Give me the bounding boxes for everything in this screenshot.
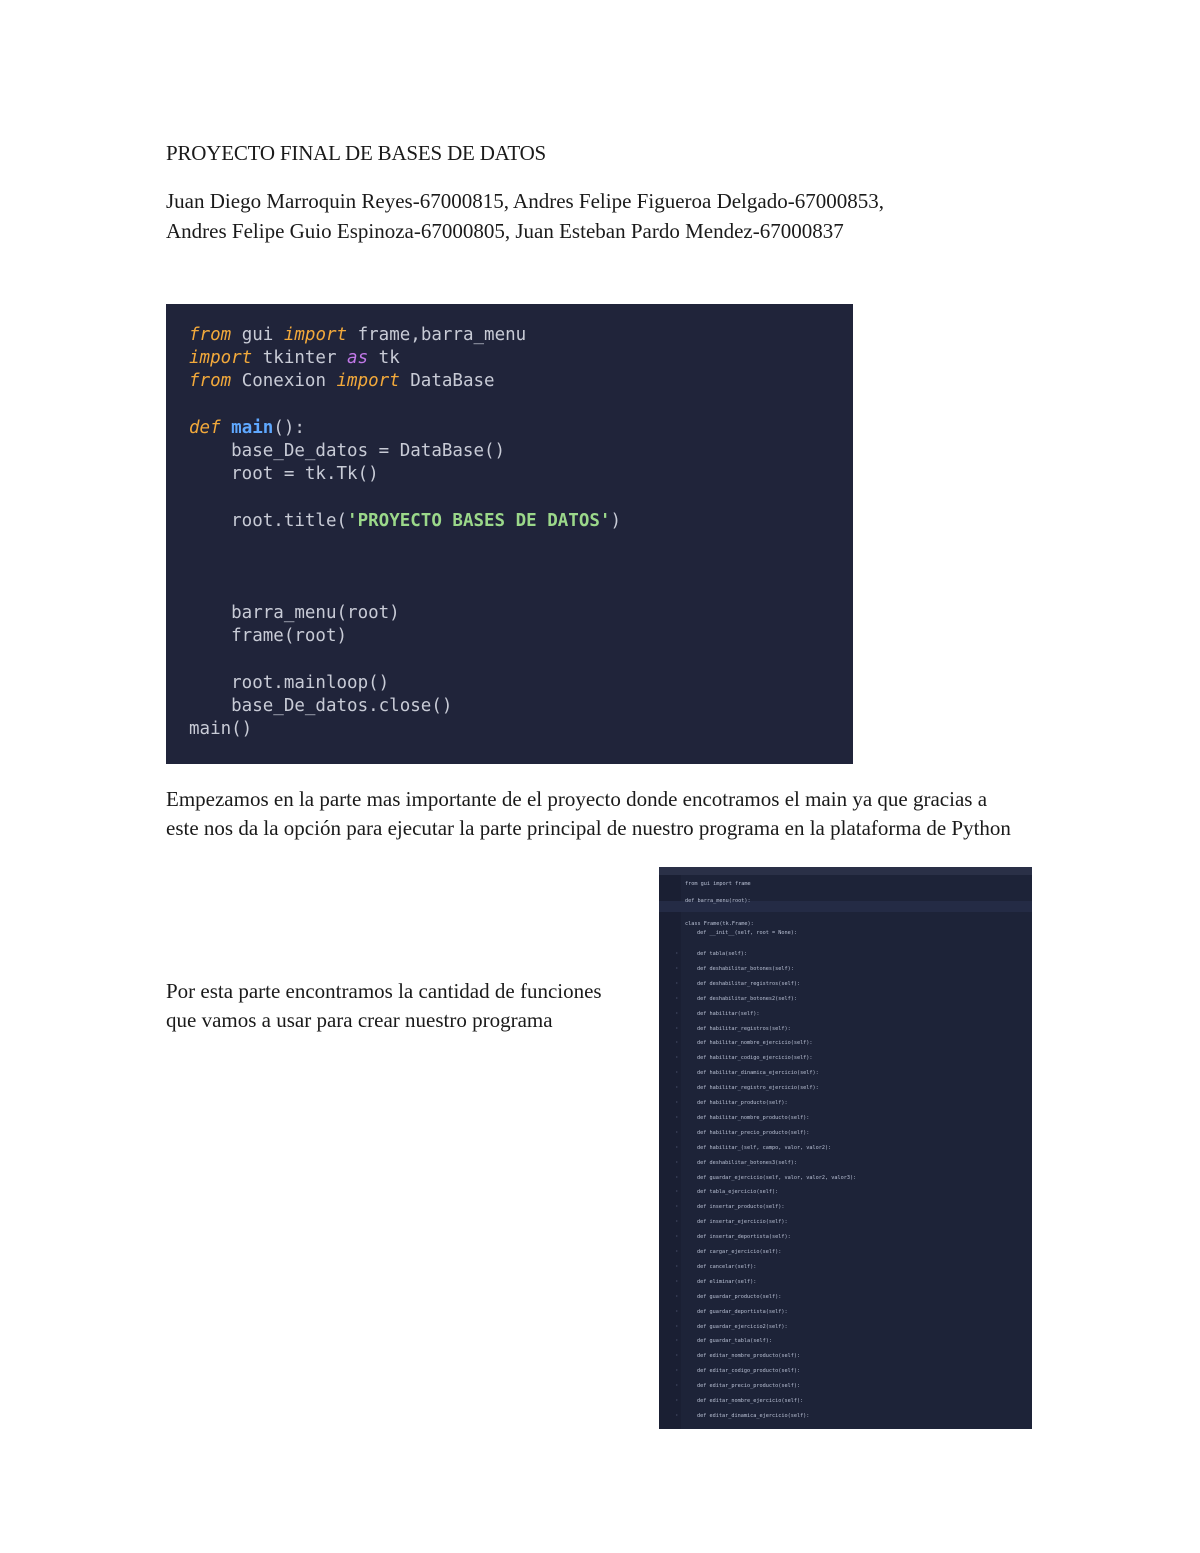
code-line: base_De_datos = DataBase() xyxy=(189,440,506,461)
fold-arrow-icon[interactable]: › xyxy=(676,1085,678,1091)
function-definition-line: def editar_nombre_producto(self): xyxy=(697,1353,801,1360)
code-blank-line xyxy=(189,649,853,672)
fold-arrow-icon[interactable]: › xyxy=(676,1368,678,1374)
fold-arrow-icon[interactable]: › xyxy=(676,1308,678,1314)
authors-line-1: Juan Diego Marroquin Reyes-67000815, Andres Felipe Figueroa Delgado-67000853, xyxy=(166,189,884,213)
editor-tabs xyxy=(659,867,1032,875)
fold-arrow-icon[interactable]: › xyxy=(676,1263,678,1269)
function-definition-line: def guardar_producto(self): xyxy=(697,1293,782,1300)
fold-arrow-icon[interactable]: › xyxy=(676,1353,678,1359)
fold-arrow-icon[interactable]: › xyxy=(676,1219,678,1225)
code-blank-line xyxy=(189,556,853,579)
function-definition-line: def habilitar_precio_producto(self): xyxy=(697,1129,810,1136)
fold-arrow-icon[interactable]: › xyxy=(676,1114,678,1120)
function-definition-line: def habilitar_nombre_producto(self): xyxy=(697,1114,810,1121)
fold-arrow-icon[interactable]: › xyxy=(676,1129,678,1135)
function-definition-line: def habilitar_nombre_ejercicio(self): xyxy=(697,1040,813,1047)
fold-arrow-icon[interactable]: › xyxy=(676,1383,678,1389)
code-blank-line xyxy=(189,486,853,509)
authors xyxy=(166,186,1046,246)
function-definition-line: def cargar_ejercicio(self): xyxy=(697,1249,782,1255)
function-definition-line: def habilitar_codigo_ejercicio(self): xyxy=(697,1055,813,1062)
function-definition-line: def tabla_ejercicio(self): xyxy=(697,1189,779,1196)
fold-arrow-icon[interactable]: › xyxy=(676,1174,678,1180)
function-definition-line: def guardar_tabla(self): xyxy=(697,1338,772,1345)
function-definition-line: def deshabilitar_botones3(self): xyxy=(697,1159,797,1166)
fold-arrow-icon[interactable]: › xyxy=(676,980,678,986)
code-line: from gui import frame,barra_menu xyxy=(189,325,527,345)
code-line: root.mainloop() xyxy=(189,672,390,693)
code-line: root = tk.Tk() xyxy=(189,464,379,485)
fold-arrow-icon[interactable]: › xyxy=(676,1398,678,1403)
fold-arrow-icon[interactable]: › xyxy=(676,1025,678,1031)
fold-arrow-icon[interactable]: › xyxy=(676,1040,678,1046)
fold-arrow-icon[interactable]: › xyxy=(676,951,678,956)
fold-arrow-icon[interactable]: › xyxy=(676,965,678,971)
authors-line-2: Andres Felipe Guio Espinoza-67000805, Juan Esteban Pardo Mendez-67000837 xyxy=(166,219,844,243)
fold-arrow-icon[interactable]: › xyxy=(676,1055,678,1061)
function-definition-line: def guardar_ejercicio(self, valor, valor2, valor3): xyxy=(697,1174,857,1181)
function-definition-line: def habilitar(self): xyxy=(697,1010,760,1017)
fold-arrow-icon[interactable]: › xyxy=(676,1144,678,1150)
function-definition-line: def habilitar_registro_ejercicio(self): xyxy=(697,1085,819,1092)
function-definition-line: def habilitar_dinamica_ejercicio(self): xyxy=(697,1070,819,1077)
function-definition-line: def habilitar_producto(self): xyxy=(697,1100,788,1106)
function-definition-line: def editar_nombre_ejercicio(self): xyxy=(697,1398,804,1404)
code-line: def barra_menu(root): xyxy=(685,898,751,904)
function-definition-line: def deshabilitar_botones(self): xyxy=(697,965,794,972)
fold-arrow-icon[interactable]: › xyxy=(676,1412,678,1418)
function-definition-line: def insertar_ejercicio(self): xyxy=(697,1219,788,1226)
code-line: from gui import frame xyxy=(685,881,751,887)
fold-arrow-icon[interactable]: › xyxy=(676,1323,678,1329)
function-definition-line: def guardar_ejercicio2(self): xyxy=(697,1323,788,1330)
function-definition-line: def deshabilitar_registros(self): xyxy=(697,980,801,987)
function-definition-line: def deshabilitar_botones2(self): xyxy=(697,995,797,1002)
function-definition-line: def habilitar_registros(self): xyxy=(697,1025,791,1032)
fold-arrow-icon[interactable]: › xyxy=(676,1159,678,1165)
fold-arrow-icon[interactable]: › xyxy=(676,1204,678,1210)
function-definition-line: def eliminar(self): xyxy=(697,1278,757,1285)
fold-arrow-icon[interactable]: › xyxy=(676,1070,678,1076)
code-blank-line xyxy=(189,579,853,602)
function-definition-line: def editar_codigo_producto(self): xyxy=(697,1368,801,1375)
code-line: def __init__(self, root = None): xyxy=(697,930,797,936)
function-definition-line: def habilitar_(self, campo, valor, valor2): xyxy=(697,1144,832,1151)
functions-code-screenshot xyxy=(659,867,1032,1429)
code-line: from Conexion import DataBase xyxy=(189,371,495,392)
fold-arrow-icon[interactable]: › xyxy=(676,1010,678,1016)
fold-arrow-icon[interactable]: › xyxy=(676,995,678,1001)
code-line: import tkinter as tk xyxy=(189,348,400,369)
function-definition-line: def insertar_producto(self): xyxy=(697,1204,785,1211)
code-line: main() xyxy=(189,719,253,740)
fold-arrow-icon[interactable]: › xyxy=(676,1189,678,1195)
function-definition-line: def editar_precio_producto(self): xyxy=(697,1383,801,1390)
fold-arrow-icon[interactable]: › xyxy=(676,1278,678,1284)
fold-arrow-icon[interactable]: › xyxy=(676,1234,678,1240)
code-line: base_De_datos.close() xyxy=(189,696,453,716)
editor-gutter xyxy=(659,875,681,1429)
function-definition-line: def tabla(self): xyxy=(697,951,747,957)
fold-arrow-icon[interactable]: › xyxy=(676,1293,678,1299)
code-blank-line xyxy=(189,533,853,556)
function-definition-line: def cancelar(self): xyxy=(697,1263,757,1270)
function-definition-line: def insertar_deportista(self): xyxy=(697,1234,791,1241)
paragraph-main-description: Empezamos en la parte mas importante de el proyecto donde encotramos el main ya que gracias a este nos da la opción para ejecutar la parte principal de nuestro programa en la plataforma de Python xyxy=(166,787,1011,840)
paragraph-functions-description: Por esta parte encontramos la cantidad de funciones que vamos a usar para crear nuestro programa xyxy=(166,979,602,1032)
document-title: PROYECTO FINAL DE BASES DE DATOS xyxy=(166,141,547,165)
code-line: frame(root) xyxy=(189,626,348,647)
main-code-screenshot xyxy=(166,304,853,764)
code-line: root.title('PROYECTO BASES DE DATOS') xyxy=(189,510,621,531)
function-definition-line: def guardar_deportista(self): xyxy=(697,1308,788,1315)
code-line: class Frame(tk.Frame): xyxy=(685,921,754,927)
fold-arrow-icon[interactable]: › xyxy=(676,1100,678,1105)
code-line: def main(): xyxy=(189,417,305,438)
fold-arrow-icon[interactable]: › xyxy=(676,1249,678,1254)
code-blank-line xyxy=(189,394,853,417)
fold-arrow-icon[interactable]: › xyxy=(676,1338,678,1344)
function-definition-line: def editar_dinamica_ejercicio(self): xyxy=(697,1412,810,1419)
code-line: barra_menu(root) xyxy=(189,603,400,624)
